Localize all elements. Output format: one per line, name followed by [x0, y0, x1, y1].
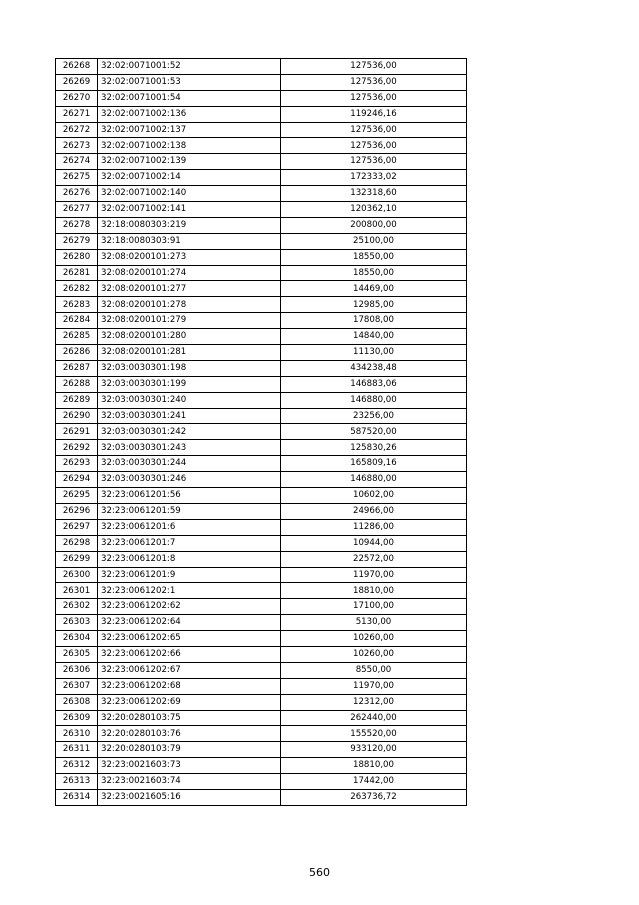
- row-number-cell: 26305: [56, 646, 98, 662]
- cadastral-number-cell: 32:20:0280103:75: [98, 710, 281, 726]
- value-cell: 8550,00: [281, 662, 467, 678]
- table-row: [56, 519, 467, 535]
- row-number-cell: 26289: [56, 392, 98, 408]
- value-cell: 12312,00: [281, 694, 467, 710]
- cadastral-number-cell: 32:03:0030301:199: [98, 376, 281, 392]
- row-number-cell: 26314: [56, 789, 98, 805]
- table-row: [56, 345, 467, 361]
- cadastral-number-cell: 32:23:0061202:64: [98, 615, 281, 631]
- value-cell: 155520,00: [281, 726, 467, 742]
- value-cell: 11970,00: [281, 567, 467, 583]
- value-cell: 933120,00: [281, 742, 467, 758]
- row-number-cell: 26306: [56, 662, 98, 678]
- row-number-cell: 26312: [56, 758, 98, 774]
- value-cell: 10260,00: [281, 646, 467, 662]
- row-number-cell: 26310: [56, 726, 98, 742]
- value-cell: 11286,00: [281, 519, 467, 535]
- cadastral-number-cell: 32:23:0061201:9: [98, 567, 281, 583]
- value-cell: 127536,00: [281, 122, 467, 138]
- table-row: [56, 440, 467, 456]
- row-number-cell: 26276: [56, 186, 98, 202]
- table-row: [56, 583, 467, 599]
- row-number-cell: 26290: [56, 408, 98, 424]
- cadastral-number-cell: 32:03:0030301:240: [98, 392, 281, 408]
- row-number-cell: 26292: [56, 440, 98, 456]
- table-row: [56, 376, 467, 392]
- row-number-cell: 26282: [56, 281, 98, 297]
- value-cell: 146883,06: [281, 376, 467, 392]
- cadastral-number-cell: 32:23:0061202:62: [98, 599, 281, 615]
- value-cell: 14469,00: [281, 281, 467, 297]
- cadastral-number-cell: 32:20:0280103:76: [98, 726, 281, 742]
- cadastral-number-cell: 32:03:0030301:243: [98, 440, 281, 456]
- table-row: [56, 742, 467, 758]
- cadastral-number-cell: 32:23:0061202:67: [98, 662, 281, 678]
- row-number-cell: 26275: [56, 170, 98, 186]
- table-row: [56, 408, 467, 424]
- cadastral-number-cell: 32:18:0080303:91: [98, 233, 281, 249]
- cadastral-number-cell: 32:23:0061201:7: [98, 535, 281, 551]
- row-number-cell: 26311: [56, 742, 98, 758]
- row-number-cell: 26299: [56, 551, 98, 567]
- table-row: [56, 535, 467, 551]
- value-cell: 18550,00: [281, 249, 467, 265]
- cadastral-number-cell: 32:02:0071001:53: [98, 74, 281, 90]
- row-number-cell: 26271: [56, 106, 98, 122]
- cadastral-number-cell: 32:18:0080303:219: [98, 217, 281, 233]
- row-number-cell: 26294: [56, 472, 98, 488]
- row-number-cell: 26285: [56, 329, 98, 345]
- row-number-cell: 26287: [56, 360, 98, 376]
- row-number-cell: 26269: [56, 74, 98, 90]
- value-cell: 22572,00: [281, 551, 467, 567]
- cadastral-number-cell: 32:03:0030301:244: [98, 456, 281, 472]
- table-row: [56, 726, 467, 742]
- table-row: [56, 329, 467, 345]
- cadastral-number-cell: 32:02:0071002:141: [98, 202, 281, 218]
- value-cell: 24966,00: [281, 503, 467, 519]
- table-row: [56, 456, 467, 472]
- value-cell: 125830,26: [281, 440, 467, 456]
- row-number-cell: 26278: [56, 217, 98, 233]
- row-number-cell: 26283: [56, 297, 98, 313]
- table-row: [56, 551, 467, 567]
- cadastral-number-cell: 32:23:0061202:65: [98, 631, 281, 647]
- table-row: [56, 74, 467, 90]
- table-body: [56, 59, 467, 806]
- table-row: [56, 202, 467, 218]
- value-cell: 262440,00: [281, 710, 467, 726]
- cadastral-number-cell: 32:02:0071002:137: [98, 122, 281, 138]
- cadastral-number-cell: 32:08:0200101:281: [98, 345, 281, 361]
- cadastral-number-cell: 32:02:0071001:54: [98, 90, 281, 106]
- value-cell: 127536,00: [281, 74, 467, 90]
- cadastral-number-cell: 32:02:0071002:140: [98, 186, 281, 202]
- value-cell: 18810,00: [281, 758, 467, 774]
- value-cell: 172333,02: [281, 170, 467, 186]
- cadastral-number-cell: 32:08:0200101:278: [98, 297, 281, 313]
- value-cell: 127536,00: [281, 90, 467, 106]
- value-cell: 14840,00: [281, 329, 467, 345]
- row-number-cell: 26308: [56, 694, 98, 710]
- value-cell: 10944,00: [281, 535, 467, 551]
- table-row: [56, 217, 467, 233]
- value-cell: 5130,00: [281, 615, 467, 631]
- cadastral-number-cell: 32:08:0200101:279: [98, 313, 281, 329]
- row-number-cell: 26298: [56, 535, 98, 551]
- value-cell: 17100,00: [281, 599, 467, 615]
- page-number: 560: [309, 866, 330, 879]
- row-number-cell: 26268: [56, 59, 98, 75]
- table-row: [56, 472, 467, 488]
- table-row: [56, 297, 467, 313]
- cadastral-number-cell: 32:23:0021603:74: [98, 774, 281, 790]
- cadastral-number-cell: 32:03:0030301:242: [98, 424, 281, 440]
- table-row: [56, 646, 467, 662]
- value-cell: 119246,16: [281, 106, 467, 122]
- cadastral-number-cell: 32:23:0061202:69: [98, 694, 281, 710]
- row-number-cell: 26270: [56, 90, 98, 106]
- table-row: [56, 789, 467, 805]
- value-cell: 10602,00: [281, 488, 467, 504]
- table-row: [56, 662, 467, 678]
- cadastral-number-cell: 32:08:0200101:277: [98, 281, 281, 297]
- table-row: [56, 59, 467, 75]
- row-number-cell: 26307: [56, 678, 98, 694]
- cadastral-number-cell: 32:03:0030301:198: [98, 360, 281, 376]
- cadastral-number-cell: 32:02:0071002:139: [98, 154, 281, 170]
- table-row: [56, 678, 467, 694]
- value-cell: 127536,00: [281, 138, 467, 154]
- row-number-cell: 26291: [56, 424, 98, 440]
- row-number-cell: 26300: [56, 567, 98, 583]
- table-row: [56, 138, 467, 154]
- table-row: [56, 360, 467, 376]
- value-cell: 120362,10: [281, 202, 467, 218]
- value-cell: 18550,00: [281, 265, 467, 281]
- table-row: [56, 265, 467, 281]
- value-cell: 25100,00: [281, 233, 467, 249]
- value-cell: 11970,00: [281, 678, 467, 694]
- row-number-cell: 26286: [56, 345, 98, 361]
- row-number-cell: 26281: [56, 265, 98, 281]
- value-cell: 127536,00: [281, 154, 467, 170]
- cadastral-number-cell: 32:23:0061202:1: [98, 583, 281, 599]
- cadastral-number-cell: 32:23:0061201:8: [98, 551, 281, 567]
- cadastral-number-cell: 32:03:0030301:246: [98, 472, 281, 488]
- row-number-cell: 26313: [56, 774, 98, 790]
- cadastral-number-cell: 32:23:0021605:16: [98, 789, 281, 805]
- table-row: [56, 503, 467, 519]
- value-cell: 12985,00: [281, 297, 467, 313]
- cadastral-number-cell: 32:23:0061202:66: [98, 646, 281, 662]
- row-number-cell: 26279: [56, 233, 98, 249]
- table-row: [56, 694, 467, 710]
- row-number-cell: 26284: [56, 313, 98, 329]
- value-cell: 200800,00: [281, 217, 467, 233]
- row-number-cell: 26302: [56, 599, 98, 615]
- table-row: [56, 313, 467, 329]
- value-cell: 127536,00: [281, 59, 467, 75]
- row-number-cell: 26273: [56, 138, 98, 154]
- row-number-cell: 26301: [56, 583, 98, 599]
- cadastral-number-cell: 32:03:0030301:241: [98, 408, 281, 424]
- value-cell: 11130,00: [281, 345, 467, 361]
- cadastral-number-cell: 32:23:0061201:6: [98, 519, 281, 535]
- table-row: [56, 424, 467, 440]
- cadastral-number-cell: 32:08:0200101:280: [98, 329, 281, 345]
- cadastral-number-cell: 32:23:0021603:73: [98, 758, 281, 774]
- value-cell: 587520,00: [281, 424, 467, 440]
- value-cell: 18810,00: [281, 583, 467, 599]
- row-number-cell: 26296: [56, 503, 98, 519]
- cadastral-number-cell: 32:23:0061201:59: [98, 503, 281, 519]
- table-row: [56, 758, 467, 774]
- cadastral-number-cell: 32:08:0200101:273: [98, 249, 281, 265]
- cadastral-number-cell: 32:02:0071002:138: [98, 138, 281, 154]
- table-row: [56, 567, 467, 583]
- table-row: [56, 233, 467, 249]
- cadastral-number-cell: 32:23:0061201:56: [98, 488, 281, 504]
- cadastral-number-cell: 32:08:0200101:274: [98, 265, 281, 281]
- value-cell: 132318,60: [281, 186, 467, 202]
- value-cell: 434238,48: [281, 360, 467, 376]
- table-row: [56, 122, 467, 138]
- value-cell: 17442,00: [281, 774, 467, 790]
- cadastral-number-cell: 32:23:0061202:68: [98, 678, 281, 694]
- value-cell: 146880,00: [281, 472, 467, 488]
- row-number-cell: 26274: [56, 154, 98, 170]
- row-number-cell: 26280: [56, 249, 98, 265]
- value-cell: 263736,72: [281, 789, 467, 805]
- row-number-cell: 26303: [56, 615, 98, 631]
- value-cell: 10260,00: [281, 631, 467, 647]
- cadastral-number-cell: 32:02:0071002:136: [98, 106, 281, 122]
- table-row: [56, 774, 467, 790]
- value-cell: 23256,00: [281, 408, 467, 424]
- cadastral-number-cell: 32:02:0071002:14: [98, 170, 281, 186]
- data-table: [55, 58, 467, 806]
- cadastral-number-cell: 32:02:0071001:52: [98, 59, 281, 75]
- row-number-cell: 26297: [56, 519, 98, 535]
- table-row: [56, 392, 467, 408]
- row-number-cell: 26309: [56, 710, 98, 726]
- row-number-cell: 26288: [56, 376, 98, 392]
- table-row: [56, 90, 467, 106]
- row-number-cell: 26304: [56, 631, 98, 647]
- table-row: [56, 249, 467, 265]
- row-number-cell: 26295: [56, 488, 98, 504]
- value-cell: 17808,00: [281, 313, 467, 329]
- cadastral-number-cell: 32:20:0280103:79: [98, 742, 281, 758]
- table-row: [56, 186, 467, 202]
- table-row: [56, 106, 467, 122]
- table-row: [56, 710, 467, 726]
- row-number-cell: 26293: [56, 456, 98, 472]
- row-number-cell: 26272: [56, 122, 98, 138]
- value-cell: 165809,16: [281, 456, 467, 472]
- table-row: [56, 631, 467, 647]
- table-row: [56, 281, 467, 297]
- table-row: [56, 599, 467, 615]
- value-cell: 146880,00: [281, 392, 467, 408]
- table-row: [56, 615, 467, 631]
- table-row: [56, 170, 467, 186]
- row-number-cell: 26277: [56, 202, 98, 218]
- table-row: [56, 488, 467, 504]
- table-row: [56, 154, 467, 170]
